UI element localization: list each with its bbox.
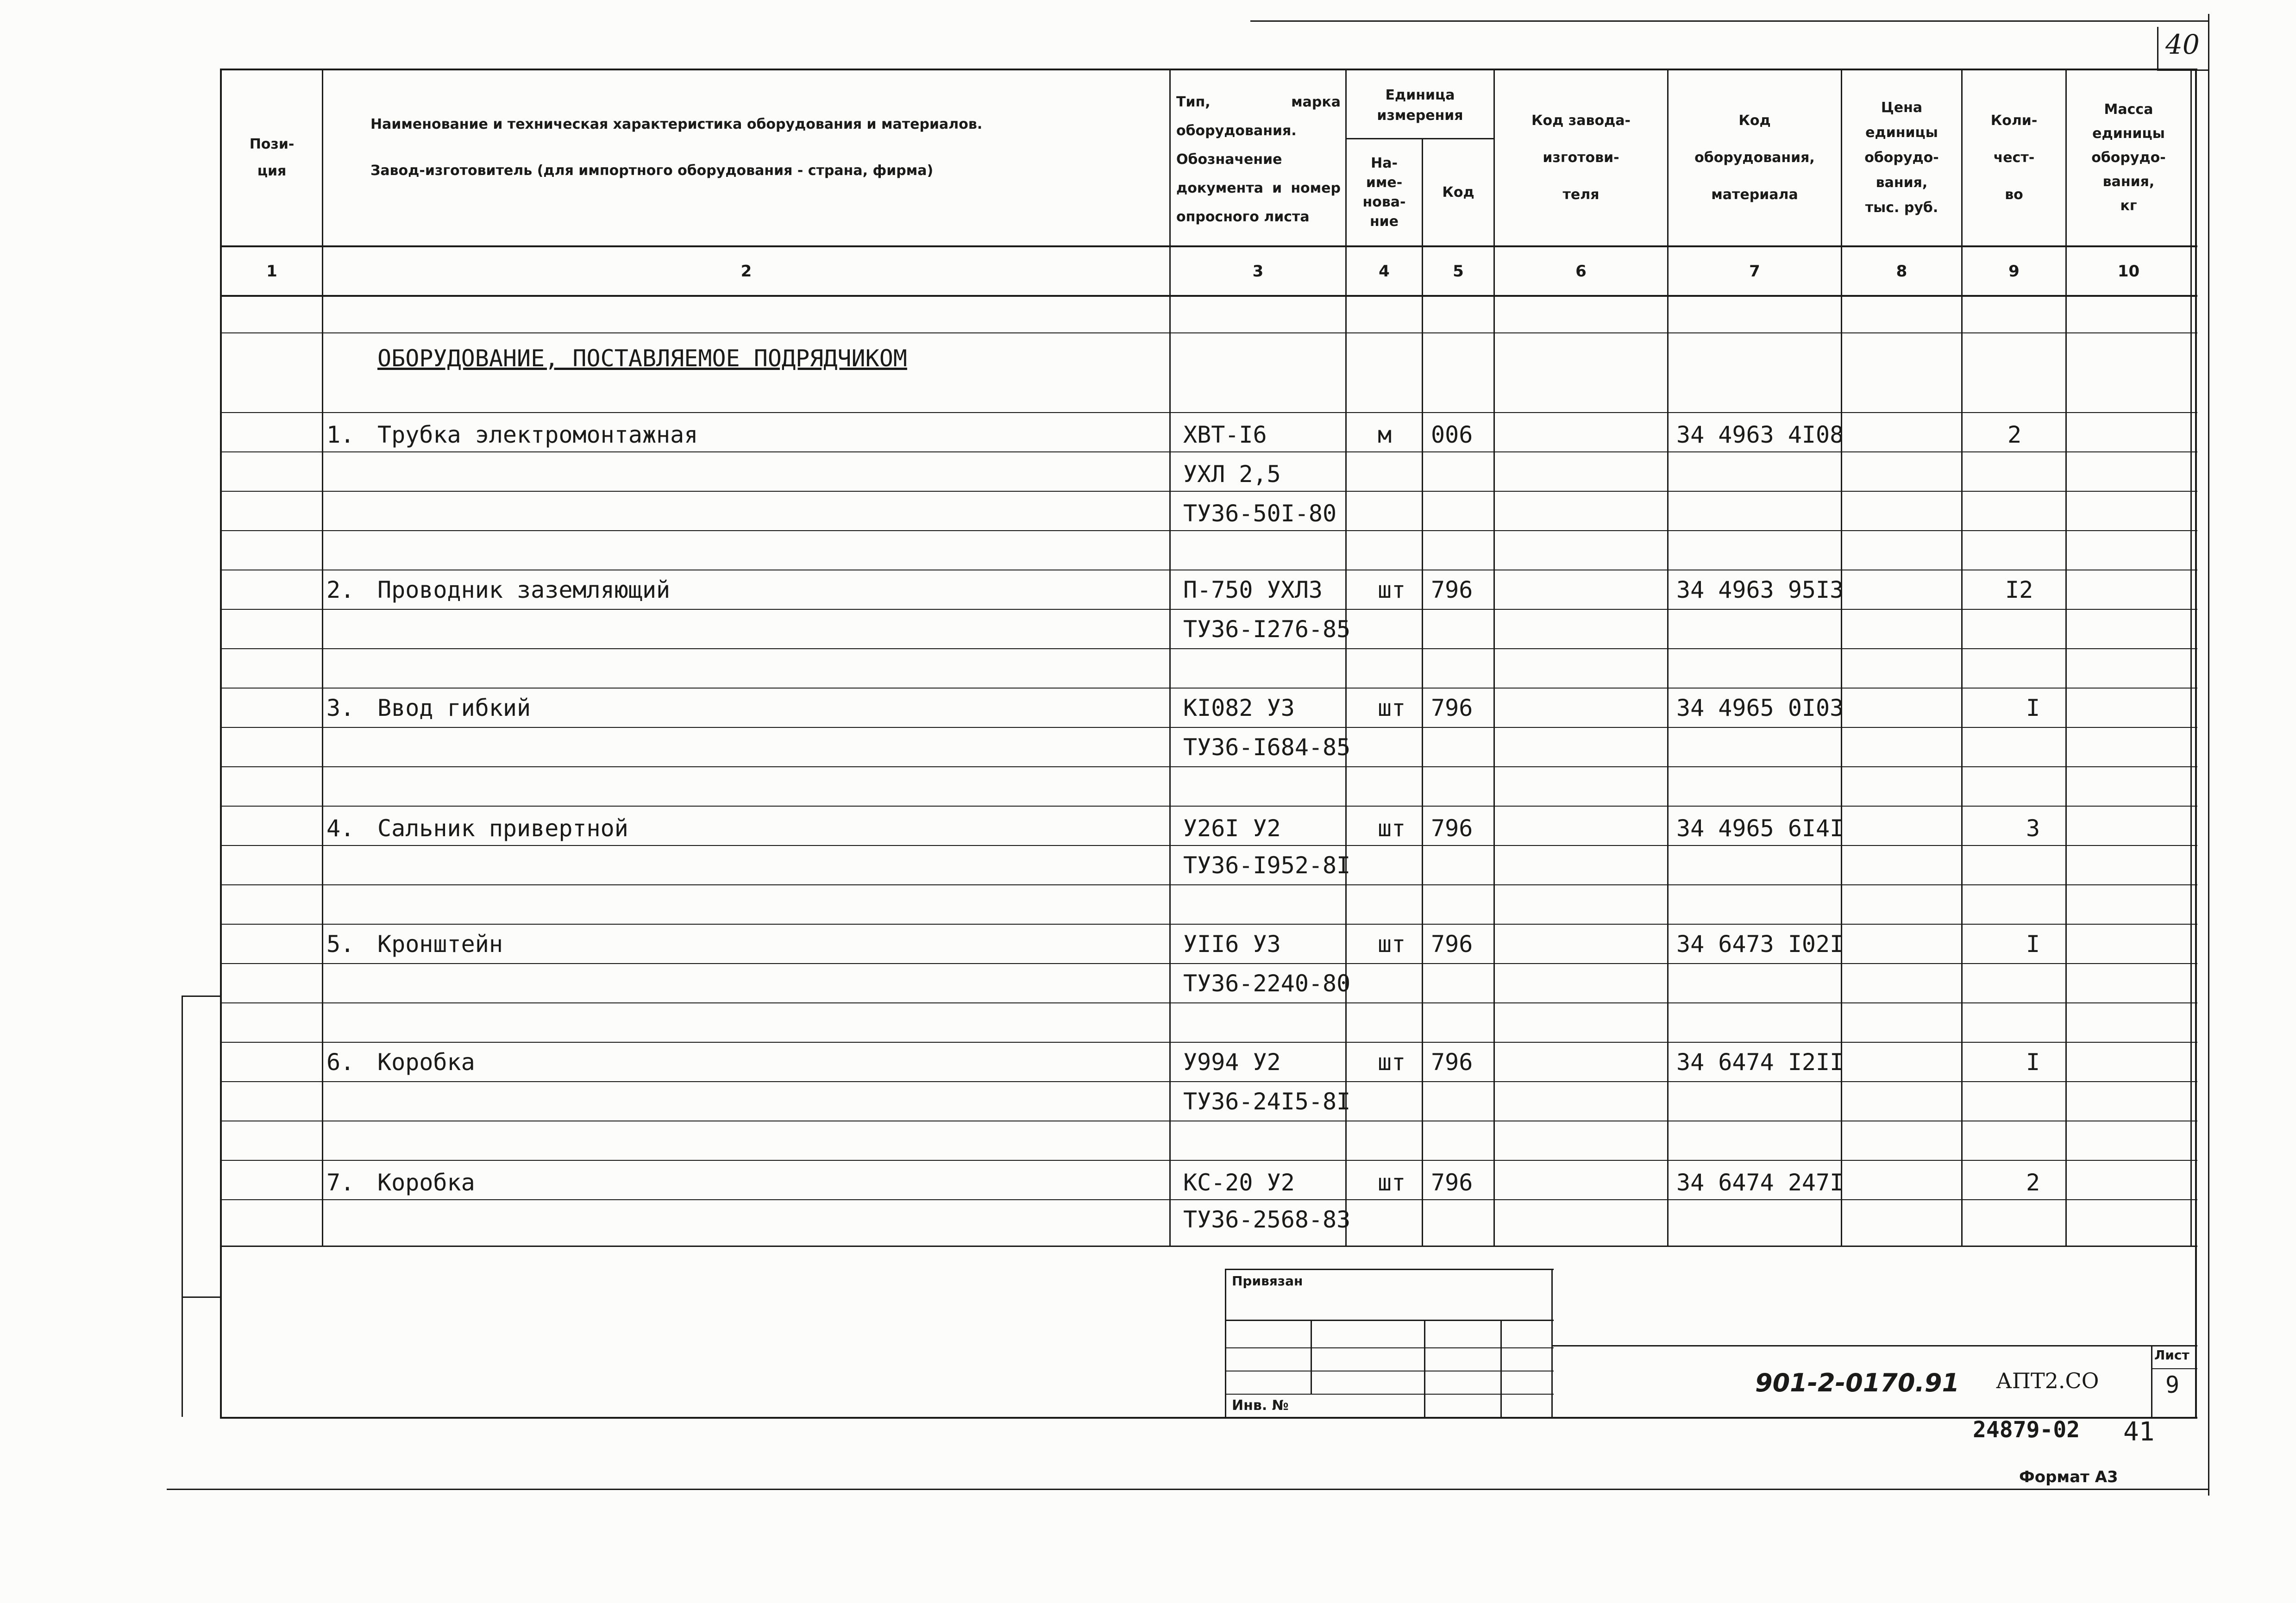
sheet-label: Лист [2154, 1347, 2189, 1363]
header-unit-name: На- име- нова- ние [1362, 155, 1406, 230]
item-type: ТУ36-I684-85 [1183, 734, 1351, 761]
unit-subheader-line [1345, 138, 1493, 139]
item-unit-code: 796 [1431, 1049, 1473, 1076]
column-number: 4 [1379, 262, 1390, 281]
header-equipment-code: Код оборудования, материала [1694, 113, 1815, 203]
header-unit-code: Код [1442, 184, 1474, 200]
body-bottom-line [220, 1246, 2197, 1247]
stamp-row [1225, 1394, 1554, 1395]
item-type: УII6 У3 [1183, 931, 1281, 958]
item-quantity: I [2026, 695, 2040, 721]
sheet-box-left [2151, 1345, 2152, 1418]
row-line [220, 766, 2197, 767]
right-frame-line [2208, 14, 2209, 1496]
row-line [220, 924, 2197, 925]
item-code: 34 4965 6I4I [1676, 815, 1844, 842]
stamp-col [1311, 1320, 1312, 1394]
item-unit-code: 796 [1431, 576, 1473, 603]
sheet-box-mid [2151, 1368, 2197, 1369]
row-line [220, 609, 2197, 610]
doc-code-row-top [1551, 1345, 2197, 1346]
item-quantity: 2 [2007, 421, 2022, 448]
header-quantity: Коли- чест- во [1990, 113, 2038, 203]
item-type: П-750 УХЛ3 [1183, 576, 1323, 603]
item-unit: шт [1378, 931, 1406, 958]
section-title: ОБОРУДОВАНИЕ, ПОСТАВЛЯЕМОЕ ПОДРЯДЧИКОМ [377, 345, 907, 372]
row-line [220, 412, 2197, 413]
item-type: ХВТ-I6 [1183, 421, 1267, 448]
column-number: 9 [2008, 262, 2020, 281]
item-unit-code: 796 [1431, 695, 1473, 721]
item-quantity: I2 [2005, 576, 2033, 603]
column-number: 5 [1453, 262, 1464, 281]
item-position: 1. [326, 421, 355, 448]
row-line [220, 1199, 2197, 1200]
row-line [220, 491, 2197, 492]
item-position: 2. [326, 576, 355, 603]
item-name: Сальник привертной [377, 815, 628, 842]
item-code: 34 4965 0I03 [1676, 695, 1844, 721]
column-number: 8 [1896, 262, 1907, 281]
item-unit: м [1378, 421, 1392, 448]
item-unit-code: 006 [1431, 421, 1473, 448]
column-number: 1 [266, 262, 277, 281]
item-code: 34 6474 247I [1676, 1169, 1844, 1196]
column-number: 3 [1252, 262, 1264, 281]
item-unit: шт [1378, 695, 1406, 721]
item-position: 5. [326, 931, 355, 958]
item-name: Коробка [377, 1049, 475, 1076]
row-line [220, 845, 2197, 846]
item-quantity: I [2026, 931, 2040, 958]
item-type: ТУ36-24I5-8I [1183, 1088, 1351, 1115]
stamp-linked-label: Привязан [1232, 1273, 1303, 1289]
row-line [220, 963, 2197, 964]
header-position: Пози- ция [249, 136, 295, 179]
item-unit-code: 796 [1431, 1169, 1473, 1196]
doc-code: 901-2-0170.91 [1755, 1368, 1960, 1397]
col-line-4 [1422, 138, 1423, 1247]
item-unit-code: 796 [1431, 815, 1473, 842]
header-name-line2: Завод-изготовитель (для импортного оборудования - страна, фирма) [370, 163, 934, 179]
item-type: КI082 У3 [1183, 695, 1295, 721]
header-price: Цена единицы оборудо- вания, тыс. руб. [1864, 100, 1939, 216]
item-type: ТУ36-2240-80 [1183, 970, 1351, 997]
item-type: У994 У2 [1183, 1049, 1281, 1076]
item-code: 34 6473 I02I [1676, 931, 1844, 958]
stamp-row [1225, 1347, 1554, 1348]
item-unit: шт [1378, 576, 1406, 603]
col-line-10 [2190, 69, 2192, 1247]
column-number: 2 [740, 262, 752, 281]
page-corner-box-left [2157, 27, 2158, 71]
archive-page: 41 [2123, 1417, 2155, 1447]
binding-strip-left [182, 996, 183, 1417]
stamp-inv-label: Инв. № [1232, 1397, 1289, 1414]
row-line [220, 530, 2197, 531]
col-line-2 [1169, 69, 1171, 1247]
archive-number: 24879-02 [1973, 1417, 2080, 1443]
row-line [220, 451, 2197, 452]
item-position: 6. [326, 1049, 355, 1076]
stamp-col [1500, 1320, 1502, 1417]
item-code: 34 4963 4I08 [1676, 421, 1844, 448]
item-type: ТУ36-50I-80 [1183, 500, 1337, 527]
item-type: УХЛ 2,5 [1183, 461, 1281, 488]
header-type: Тип, марка оборудования. Обозначение документа и номер опросного листа [1176, 94, 1341, 225]
page-corner-number: 40 [2165, 29, 2200, 60]
item-unit: шт [1378, 1169, 1406, 1196]
item-unit-code: 796 [1431, 931, 1473, 958]
row-line [220, 1160, 2197, 1161]
row-line [220, 1002, 2197, 1003]
format-label: Формат А3 [2019, 1468, 2118, 1486]
row-line [220, 727, 2197, 728]
item-quantity: I [2026, 1049, 2040, 1076]
item-type: ТУ36-I276-85 [1183, 616, 1351, 643]
table-bottom-border [220, 1417, 2197, 1419]
item-code: 34 4963 95I3 [1676, 576, 1844, 603]
colnum-bottom-line [220, 295, 2197, 297]
column-number: 10 [2117, 262, 2140, 281]
col-line-1 [322, 69, 323, 1247]
stamp-right [1551, 1269, 1553, 1418]
sheet-number: 9 [2165, 1371, 2180, 1398]
header-name-line1: Наименование и техническая характеристика оборудования и материалов. [370, 116, 983, 132]
header-unit: Единица измерения [1377, 87, 1463, 124]
row-line [220, 806, 2197, 807]
item-unit: шт [1378, 815, 1406, 842]
item-name: Трубка электромонтажная [377, 421, 698, 448]
row-line [220, 884, 2197, 885]
item-code: 34 6474 I2II [1676, 1049, 1844, 1076]
header-mass: Масса единицы оборудо- вания, кг [2091, 101, 2166, 214]
item-position: 7. [326, 1169, 355, 1196]
item-type: ТУ36-2568-83 [1183, 1206, 1351, 1233]
item-quantity: 2 [2026, 1169, 2040, 1196]
row-line [220, 688, 2197, 689]
row-line [220, 648, 2197, 649]
item-name: Ввод гибкий [377, 695, 531, 721]
binding-strip-mid [182, 1296, 221, 1298]
row-line [220, 1081, 2197, 1082]
item-name: Проводник заземляющий [377, 576, 671, 603]
binding-strip-top [182, 996, 221, 997]
item-type: КС-20 У2 [1183, 1169, 1295, 1196]
top-border-line [1250, 20, 2209, 22]
stamp-top [1225, 1269, 1554, 1270]
doc-suffix: АПТ2.СО [1996, 1368, 2099, 1393]
item-position: 4. [326, 815, 355, 842]
stamp-row [1225, 1320, 1554, 1321]
stamp-left [1225, 1269, 1226, 1418]
column-number: 7 [1749, 262, 1760, 281]
row-line [220, 332, 2197, 333]
row-line [220, 1042, 2197, 1043]
table-right-border [2195, 69, 2197, 1418]
item-name: Коробка [377, 1169, 475, 1196]
bottom-frame-line [167, 1489, 2209, 1490]
item-position: 3. [326, 695, 355, 721]
item-type: ТУ36-I952-8I [1183, 852, 1351, 879]
stamp-col [1424, 1320, 1425, 1417]
item-quantity: 3 [2026, 815, 2040, 842]
item-unit: шт [1378, 1049, 1406, 1076]
header-factory-code: Код завода- изготови- теля [1531, 113, 1631, 203]
item-name: Кронштейн [377, 931, 503, 958]
column-number: 6 [1575, 262, 1587, 281]
item-type: У26I У2 [1183, 815, 1281, 842]
